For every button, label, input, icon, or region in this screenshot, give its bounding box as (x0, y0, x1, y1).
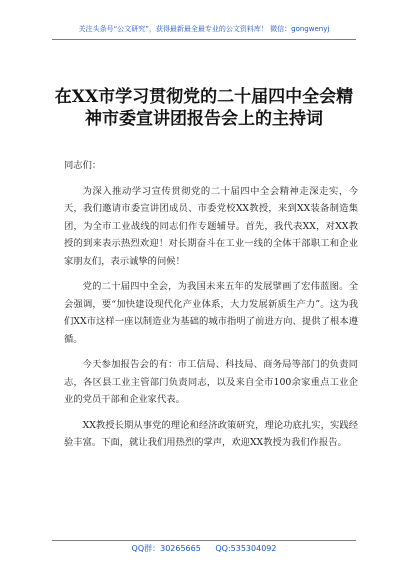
title-line-2: 神市委宣讲团报告会上的主持词 (85, 109, 323, 129)
body-paragraph: XX教授长期从事党的理论和经济政策研究，理论功底扎实，实践经验丰富。下面，就让我们用热烈的掌声，欢迎XX教授为我们作报告。 (64, 419, 358, 448)
body-paragraph: 党的二十届四中全会，为我国未来五年的发展擘画了宏伟蓝图。全会强调，要“加快建设现代化产业体系，大力发展新质生产力”。这为我们XX市这样一座以制造业为基础的城市指明了前进方向、提供了根本遵循。 (64, 281, 358, 345)
page-header: 关注头条号“公文研究”，获得最新最全最专业的公文资料库！ 微信：gongwenyj (78, 25, 330, 33)
footer-qq: QQ:535304092 (215, 544, 277, 553)
salutation: 同志们： (64, 160, 102, 171)
page-footer (0, 543, 408, 554)
title-line-1: 在XX市学习贯彻党的二十届四中全会精 (54, 87, 354, 107)
header-divider (52, 39, 356, 40)
footer-qq-group: QQ群：30265665 (131, 544, 201, 553)
body-paragraph: 为深入推动学习宣传贯彻党的二十届四中全会精神走深走实，今天，我们邀请市委宣讲团成员、市委党校XX教授，来到XX装备制造集团，为全市工业战线的同志们作专题辅导。首先，我代表XX，对XX教授的到来表示热烈欢迎！对长期奋斗在工业一线的全体干部职工和企业家朋友们，表示诚挚的问候！ (64, 185, 358, 267)
document-title (40, 86, 368, 130)
footer-divider (52, 540, 356, 541)
document-body (64, 157, 358, 460)
body-paragraph: 今天参加报告会的有：市工信局、科技局、商务局等部门的负责同志，各区县工业主管部门负责同志，以及来自全市100余家重点工业企业的党员干部和企业家代表。 (64, 359, 358, 405)
